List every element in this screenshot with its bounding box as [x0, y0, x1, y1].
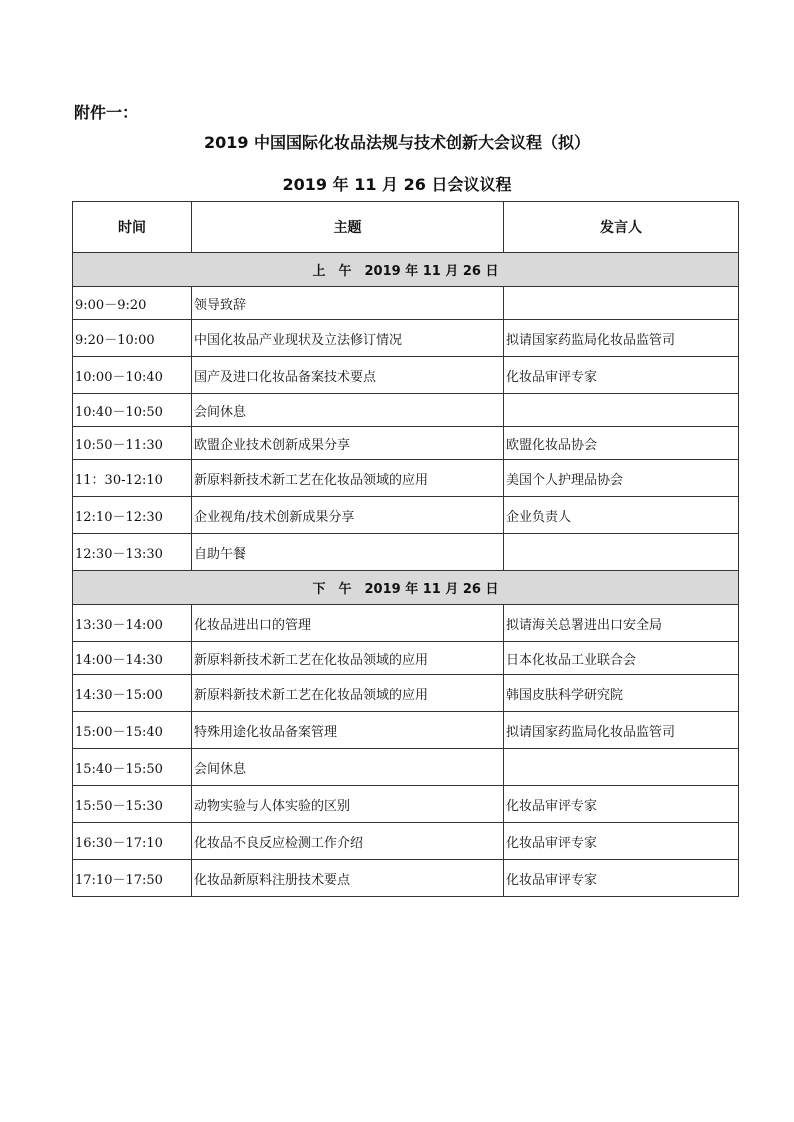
row-topic: 会间休息 [192, 394, 504, 427]
table-row [73, 534, 739, 571]
row-time: 12:10－12:30 [73, 497, 192, 534]
row-speaker: 拟请海关总署进出口安全局 [504, 605, 739, 642]
row-speaker: 美国个人护理品协会 [504, 460, 739, 497]
table-row [73, 675, 739, 712]
row-topic: 中国化妆品产业现状及立法修订情况 [192, 320, 504, 357]
row-time: 15:40－15:50 [73, 749, 192, 786]
row-topic: 化妆品不良反应检测工作介绍 [192, 823, 504, 860]
row-speaker [504, 749, 739, 786]
table-row [73, 749, 739, 786]
row-speaker: 拟请国家药监局化妆品监管司 [504, 320, 739, 357]
row-speaker [504, 287, 739, 320]
row-topic: 特殊用途化妆品备案管理 [192, 712, 504, 749]
row-time: 15:00－15:40 [73, 712, 192, 749]
table-row [73, 712, 739, 749]
row-time: 11：30-12:10 [73, 460, 192, 497]
row-time: 16:30－17:10 [73, 823, 192, 860]
table-row [73, 642, 739, 675]
row-time: 10:50－11:30 [73, 427, 192, 460]
header-topic: 主题 [192, 202, 504, 253]
row-time: 13:30－14:00 [73, 605, 192, 642]
document-title: 2019 中国国际化妆品法规与技术创新大会议程（拟） [203, 133, 591, 152]
header-speaker: 发言人 [504, 202, 739, 253]
section-morning [73, 253, 739, 287]
row-time: 9:20－10:00 [73, 320, 192, 357]
section-label: 下 午 2019 年 11 月 26 日 [73, 571, 739, 605]
row-topic: 国产及进口化妆品备案技术要点 [192, 357, 504, 394]
section-afternoon [73, 571, 739, 605]
row-topic: 新原料新技术新工艺在化妆品领域的应用 [192, 460, 504, 497]
row-time: 14:30－15:00 [73, 675, 192, 712]
row-time: 14:00－14:30 [73, 642, 192, 675]
row-time: 17:10－17:50 [73, 860, 192, 897]
row-time: 9:00－9:20 [73, 287, 192, 320]
row-speaker: 化妆品审评专家 [504, 860, 739, 897]
row-topic: 新原料新技术新工艺在化妆品领域的应用 [192, 642, 504, 675]
table-row [73, 860, 739, 897]
row-topic: 自助午餐 [192, 534, 504, 571]
row-speaker: 化妆品审评专家 [504, 357, 739, 394]
table-row [73, 427, 739, 460]
row-time: 15:50－15:30 [73, 786, 192, 823]
agenda-table [72, 201, 739, 897]
row-speaker: 韩国皮肤科学研究院 [504, 675, 739, 712]
row-topic: 企业视角/技术创新成果分享 [192, 497, 504, 534]
table-row [73, 786, 739, 823]
row-speaker: 化妆品审评专家 [504, 786, 739, 823]
row-topic: 动物实验与人体实验的区别 [192, 786, 504, 823]
attachment-label: 附件一： [74, 103, 139, 122]
table-row [73, 287, 739, 320]
row-speaker: 化妆品审评专家 [504, 823, 739, 860]
row-time: 10:40－10:50 [73, 394, 192, 427]
row-speaker: 欧盟化妆品协会 [504, 427, 739, 460]
row-topic: 化妆品新原料注册技术要点 [192, 860, 504, 897]
row-speaker: 企业负责人 [504, 497, 739, 534]
table-row [73, 460, 739, 497]
table-row [73, 497, 739, 534]
table-row [73, 394, 739, 427]
row-speaker [504, 394, 739, 427]
row-time: 10:00－10:40 [73, 357, 192, 394]
row-topic: 化妆品进出口的管理 [192, 605, 504, 642]
table-header-row [73, 202, 739, 253]
header-time: 时间 [73, 202, 192, 253]
row-speaker: 日本化妆品工业联合会 [504, 642, 739, 675]
section-label: 上 午 2019 年 11 月 26 日 [73, 253, 739, 287]
row-topic: 新原料新技术新工艺在化妆品领域的应用 [192, 675, 504, 712]
row-topic: 领导致辞 [192, 287, 504, 320]
row-speaker: 拟请国家药监局化妆品监管司 [504, 712, 739, 749]
row-topic: 会间休息 [192, 749, 504, 786]
row-time: 12:30－13:30 [73, 534, 192, 571]
table-row [73, 320, 739, 357]
row-topic: 欧盟企业技术创新成果分享 [192, 427, 504, 460]
table-row [73, 605, 739, 642]
table-row [73, 357, 739, 394]
document-subtitle: 2019 年 11 月 26 日会议议程 [282, 175, 512, 194]
row-speaker [504, 534, 739, 571]
table-row [73, 823, 739, 860]
